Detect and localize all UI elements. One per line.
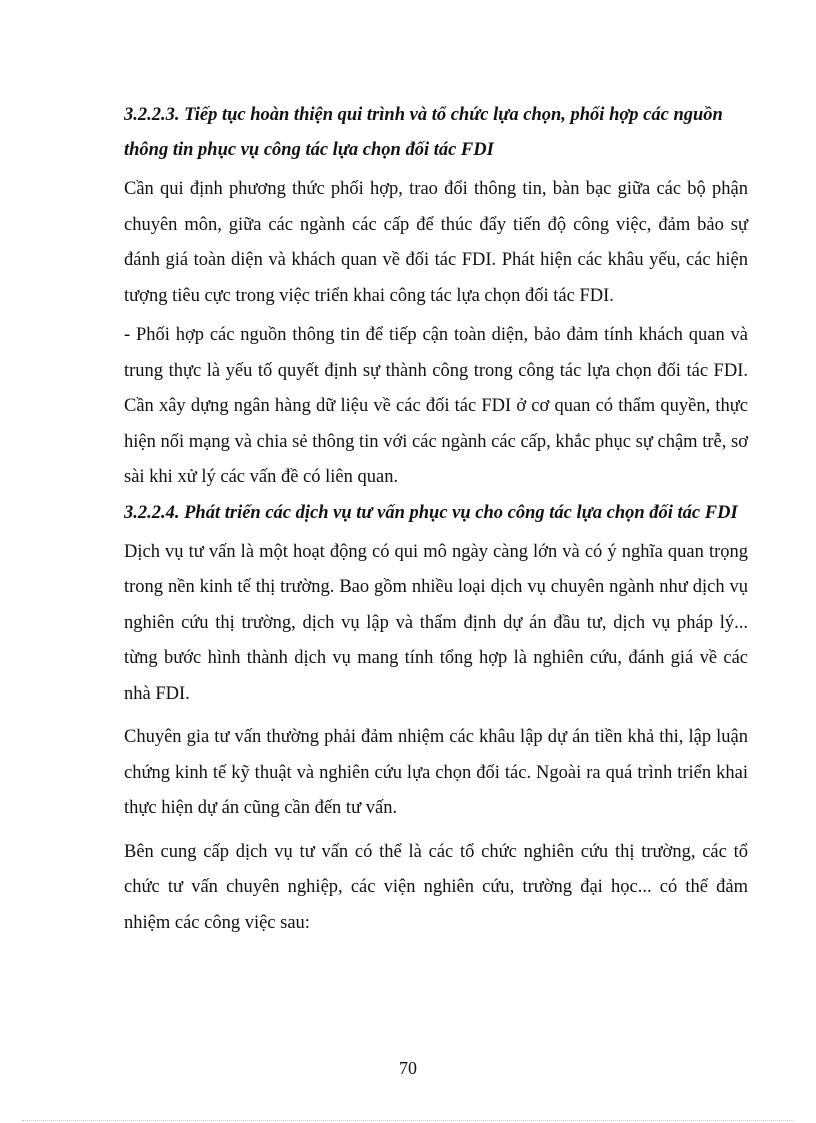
paragraph: - Phối hợp các nguồn thông tin để tiếp cận toàn diện, bảo đảm tính khách quan và trung thực là yếu tố quyết định sự thành công trong công tác lựa chọn đối tác FDI. Cần xây dựng ngân hàng dữ liệu về các đối tác FDI ở cơ quan có thẩm quyền, thực hiện nối mạng và chia sẻ thông tin với các ngành các cấp, khắc phục sự chậm trễ, sơ sài khi xử lý các vấn đề có liên quan.: [124, 325, 748, 487]
section-heading-3-2-2-3: 3.2.2.3. Tiếp tục hoàn thiện qui trình và tổ chức lựa chọn, phối hợp các nguồn thông tin phục vụ công tác lựa chọn đối tác FDI: [124, 105, 723, 160]
paragraph: Bên cung cấp dịch vụ tư vấn có thể là các tổ chức nghiên cứu thị trường, các tổ chức tư vấn chuyên nghiệp, các viện nghiên cứu, trường đại học... có thể đảm nhiệm các công việc sau:: [124, 841, 748, 933]
paragraph: Cần qui định phương thức phối hợp, trao đổi thông tin, bàn bạc giữa các bộ phận chuyên môn, giữa các ngành các cấp để thúc đẩy tiến độ công việc, đảm bảo sự đánh giá toàn diện và khách quan về đối tác FDI. Phát hiện các khâu yếu, các hiện tượng tiêu cực trong việc triển khai công tác lựa chọn đối tác FDI.: [124, 179, 748, 306]
section-heading-3-2-2-4: 3.2.2.4. Phát triển các dịch vụ tư vấn phục vụ cho công tác lựa chọn đối tác FDI: [124, 502, 738, 523]
page-number: 70: [399, 1058, 417, 1078]
page-bottom-divider: [22, 1120, 794, 1121]
paragraph: Chuyên gia tư vấn thường phải đảm nhiệm các khâu lập dự án tiền khả thi, lập luận chứng kinh tế kỹ thuật và nghiên cứu lựa chọn đối tác. Ngoài ra quá trình triển khai thực hiện dự án cũng cần đến tư vấn.: [124, 727, 748, 818]
page-content: [124, 96, 748, 941]
paragraph: Dịch vụ tư vấn là một hoạt động có qui mô ngày càng lớn và có ý nghĩa quan trọng trong nền kinh tế thị trường. Bao gồm nhiều loại dịch vụ chuyên ngành như dịch vụ nghiên cứu thị trường, dịch vụ lập và thẩm định dự án đầu tư, dịch vụ pháp lý... từng bước hình thành dịch vụ mang tính tổng hợp là nghiên cứu, đánh giá về các nhà FDI.: [124, 541, 748, 704]
